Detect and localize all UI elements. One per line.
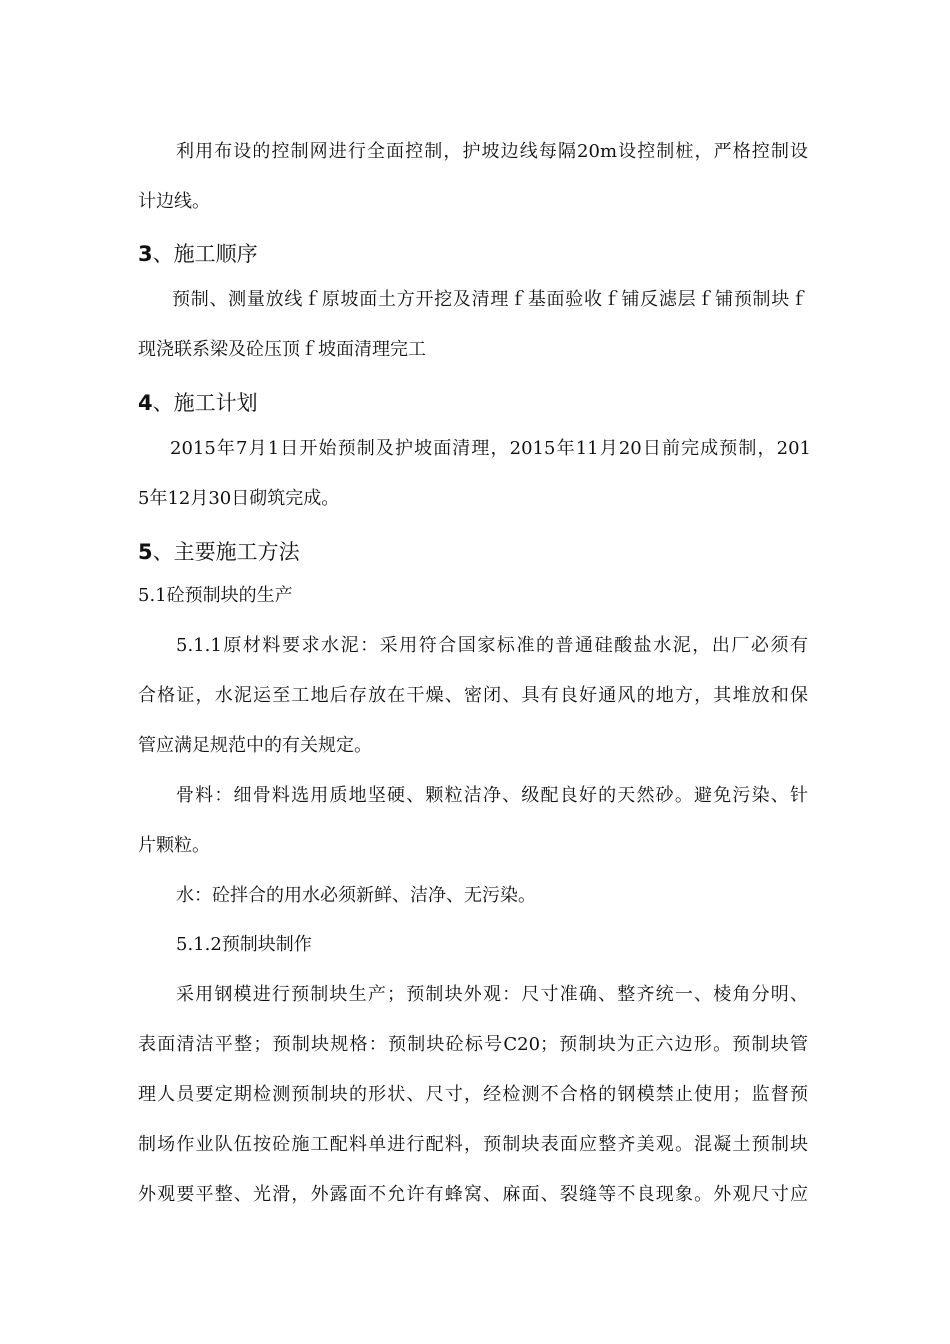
control-paragraph-line-2: 计边线。 <box>138 191 210 212</box>
materials-line-1: 5.1.1原材料要求水泥：采用符合国家标准的普通硅酸盐水泥，出厂必须有 <box>176 635 808 656</box>
plan-line-1: 2015年7月1日开始预制及护坡面清理，2015年11月20日前完成预制，201 <box>170 438 811 459</box>
subsection-5-1-title: 5.1砼预制块的生产 <box>138 585 293 606</box>
fabrication-line-3: 理人员要定期检测预制块的形状、尺寸，经检测不合格的钢模禁止使用；监督预 <box>138 1084 808 1105</box>
materials-line-3: 管应满足规范中的有关规定。 <box>138 735 372 756</box>
water-line: 水：砼拌合的用水必须新鲜、洁净、无污染。 <box>176 885 536 906</box>
control-paragraph-line-1: 利用布设的控制网进行全面控制，护坡边线每隔20m设控制桩，严格控制设 <box>176 141 808 162</box>
subsection-5-1-2-title: 5.1.2预制块制作 <box>176 934 312 955</box>
fabrication-line-2: 表面清洁平整；预制块规格：预制块砼标号C20；预制块为正六边形。预制块管 <box>138 1034 808 1055</box>
aggregate-line-1: 骨料：细骨料选用质地坚硬、颗粒洁净、级配良好的天然砂。避免污染、针 <box>176 785 808 806</box>
aggregate-line-2: 片颗粒。 <box>138 835 210 856</box>
section-3-number: 3 <box>138 242 153 266</box>
section-4-number: 4 <box>138 391 153 415</box>
section-3-heading <box>138 240 258 268</box>
section-5-heading <box>138 538 300 566</box>
fabrication-line-4: 制场作业队伍按砼施工配料单进行配料，预制块表面应整齐美观。混凝土预制块 <box>138 1134 808 1155</box>
section-5-number: 5 <box>138 540 153 564</box>
materials-line-2: 合格证，水泥运至工地后存放在干燥、密闭、具有良好通风的地方，其堆放和保 <box>138 685 808 706</box>
section-4-heading <box>138 389 258 417</box>
fabrication-line-5: 外观要平整、光滑，外露面不允许有蜂窝、麻面、裂缝等不良现象。外观尺寸应 <box>138 1184 808 1205</box>
sequence-line-1: 预制、测量放线ｆ原坡面土方开挖及清理ｆ基面验收ｆ铺反滤层ｆ铺预制块ｆ <box>172 289 808 310</box>
sequence-line-2: 现浇联系梁及砼压顶ｆ坡面清理完工 <box>138 339 426 360</box>
section-3-title: 、施工顺序 <box>152 242 258 266</box>
plan-line-2: 5年12月30日砌筑完成。 <box>138 488 340 509</box>
fabrication-line-1: 采用钢模进行预制块生产；预制块外观：尺寸准确、整齐统一、棱角分明、 <box>176 984 808 1005</box>
section-5-title: 、主要施工方法 <box>152 540 300 564</box>
section-4-title: 、施工计划 <box>152 391 258 415</box>
